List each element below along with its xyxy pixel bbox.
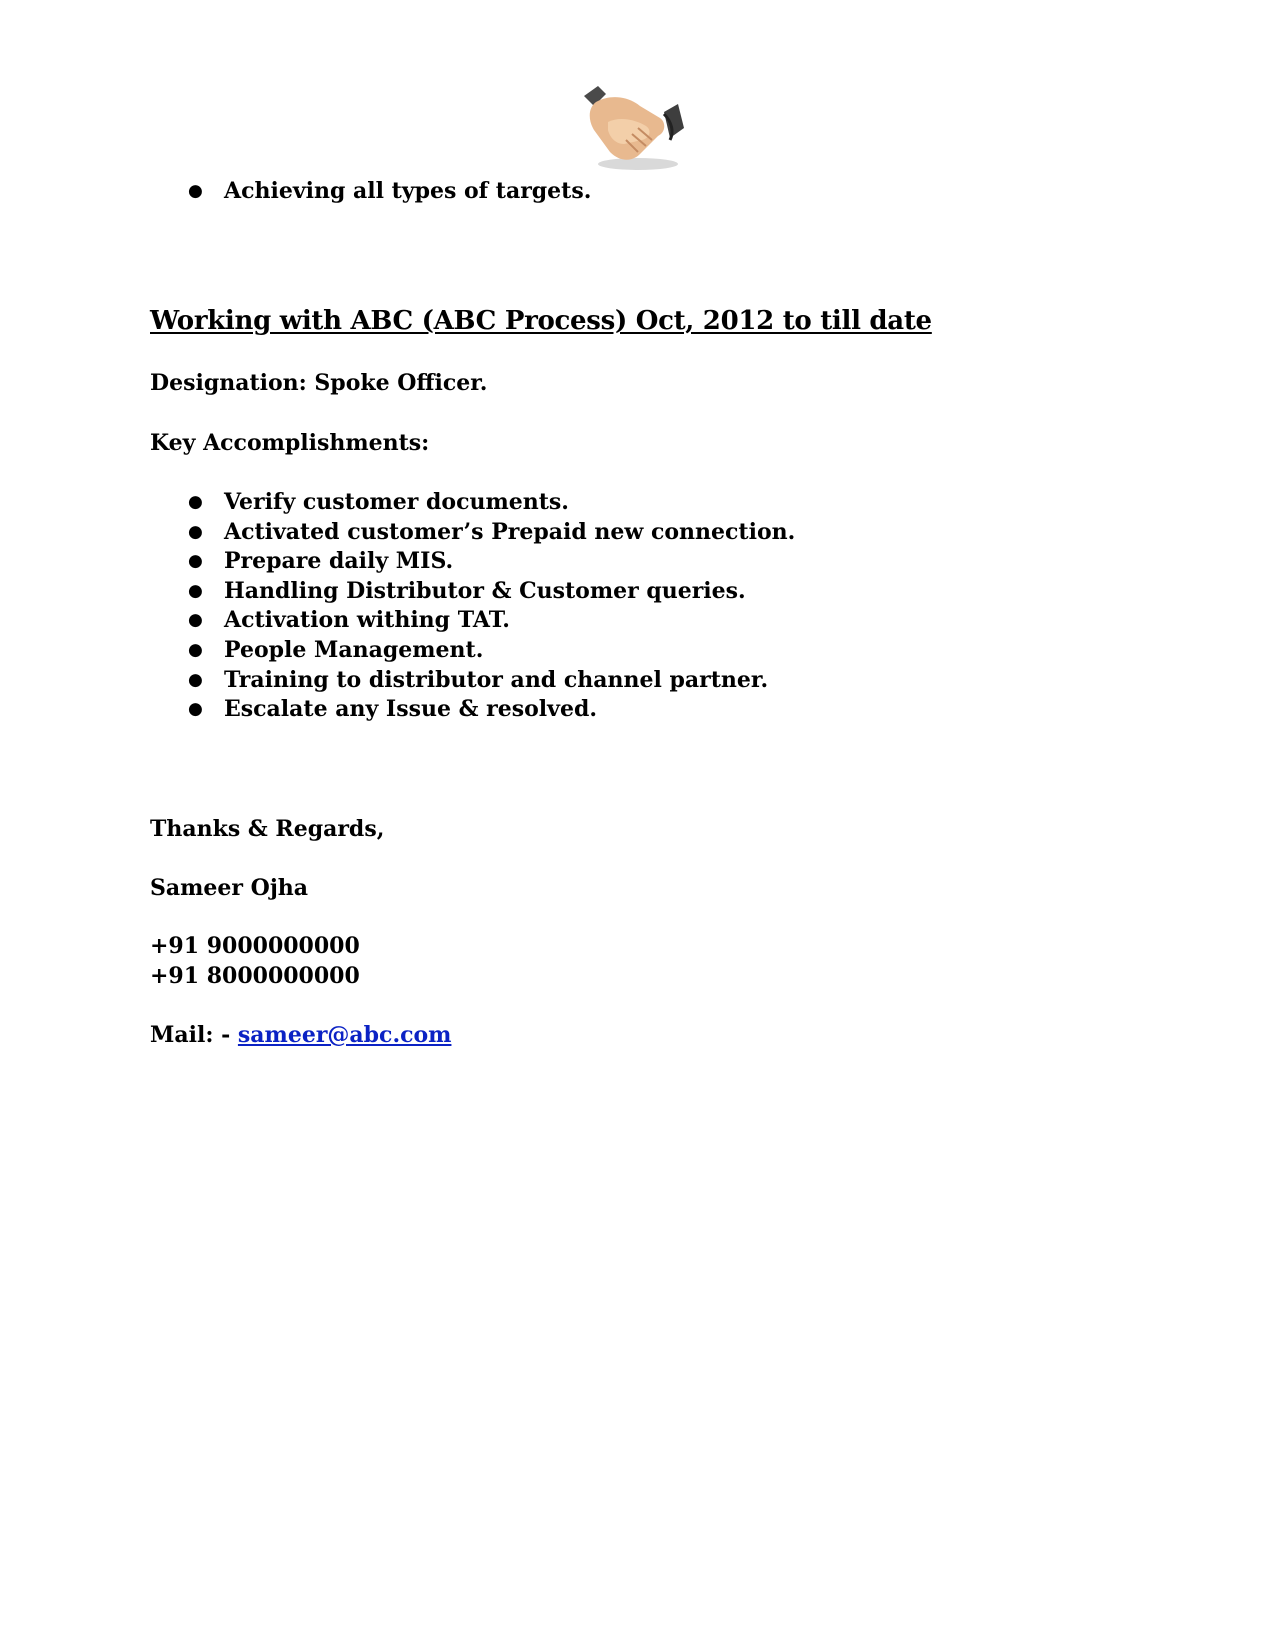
phone-number-2: +91 8000000000 (150, 963, 360, 989)
list-item: ● Activation withing TAT. (150, 606, 795, 636)
list-item: ● Escalate any Issue & resolved. (150, 695, 795, 725)
key-accomplishments-label: Key Accomplishments: (150, 430, 430, 456)
list-item: ● Prepare daily MIS. (150, 547, 795, 577)
mail-label: Mail: - (150, 1022, 238, 1048)
top-bullet-list (150, 177, 591, 207)
list-item: ● Activated customer’s Prepaid new connection. (150, 518, 795, 548)
list-item: ● Achieving all types of targets. (150, 177, 591, 207)
designation: Designation: Spoke Officer. (150, 370, 488, 396)
mail-line (150, 1021, 451, 1051)
email-link[interactable]: sameer@abc.com (237, 1022, 452, 1048)
list-item: ● Handling Distributor & Customer queries. (150, 577, 795, 607)
list-item: ● People Management. (150, 636, 795, 666)
phone-number-1: +91 9000000000 (150, 933, 360, 959)
list-item: ● Verify customer documents. (150, 488, 795, 518)
closing-text: Thanks & Regards, (150, 816, 385, 842)
accomplishments-list (150, 488, 795, 725)
handshake-icon (580, 82, 690, 174)
job-heading: Working with ABC (ABC Process) Oct, 2012 to till date (150, 306, 932, 336)
signature-name: Sameer Ojha (150, 875, 309, 901)
list-item: ● Training to distributor and channel partner. (150, 666, 795, 696)
